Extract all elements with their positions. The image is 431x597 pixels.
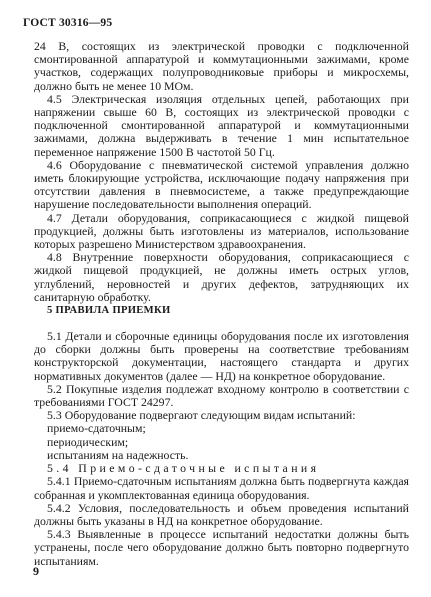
subsection-title: 5.4 Приемо-сдаточные испытания bbox=[47, 461, 320, 476]
paragraph-4-5: 4.5 Электрическая изоляция отдельных цепей, работающих при напряжении свыше 60 В, состоящих из электрической проводки с подключенной смонтированной аппаратурой и коммутационными зажимами, должна выдерживать в течение 1 мин испытательное переменное напряжение 1500 В частотой 50 Гц. bbox=[34, 91, 409, 159]
paragraph-4-7: 4.7 Детали оборудования, соприкасающиеся с жидкой пищевой продукцией, должны быть изготовлены из материалов, использование которых разрешено Министерством здравоохранения. bbox=[34, 210, 409, 252]
list-item: испытаниям на надежность. bbox=[47, 447, 189, 462]
paragraph-5-4-3: 5.4.3 Выявленные в процессе испытаний недостатки должны быть устранены, после чего оборудование должно быть повторно подвергнуто испытаниям. bbox=[34, 527, 409, 568]
document-body bbox=[34, 40, 409, 568]
document-header: ГОСТ 30316—95 bbox=[23, 17, 113, 29]
page-number: 9 bbox=[33, 564, 39, 578]
paragraph-5-4-1: 5.4.1 Приемо-сдаточным испытаниям должна быть подвергнута каждая собранная и укомплектованная единица оборудования. bbox=[34, 474, 409, 502]
paragraph-continuation: 24 В, состоящих из электрической проводки с подключенной смонтированной аппаратурой и коммутационными зажимами, кроме участков, содержащих полупроводниковые приборы и микросхемы, должно быть не менее 10 МОм. bbox=[34, 39, 409, 93]
list-item: периодическим; bbox=[47, 434, 129, 449]
paragraph-5-1: 5.1 Детали и сборочные единицы оборудования после их изготовления до сборки должны быть проверены на соответствие требованиям конструкторской документации, настоящего стандарта и других нормативных документов (далее — НД) на конкретное оборудование. bbox=[34, 329, 409, 383]
section-title: 5 ПРАВИЛА ПРИЕМКИ bbox=[47, 305, 171, 317]
paragraph-4-8: 4.8 Внутренние поверхности оборудования, соприкасающиеся с жидкой пищевой продукцией, не должны иметь острых углов, углублений, неровностей и других дефектов, затрудняющих их санитарную обработку. bbox=[34, 250, 409, 304]
paragraph-4-6: 4.6 Оборудование с пневматической системой управления должно иметь блокирующие устройства, исключающие подачу напряжения при отсутствии давления в пневмосистеме, а также предупреждающие нарушение последовательности выполнения операций. bbox=[34, 157, 409, 212]
paragraph-5-3: 5.3 Оборудование подвергают следующим видам испытаний: bbox=[47, 408, 356, 423]
paragraph-5-2: 5.2 Покупные изделия подлежат входному контролю в соответствии с требованиями ГОСТ 24297. bbox=[34, 381, 409, 410]
list-item: приемо-сдаточным; bbox=[47, 421, 146, 436]
paragraph-5-4-2: 5.4.2 Условия, последовательность и объем проведения испытаний должны быть указаны в НД на конкретное оборудование. bbox=[34, 500, 409, 528]
